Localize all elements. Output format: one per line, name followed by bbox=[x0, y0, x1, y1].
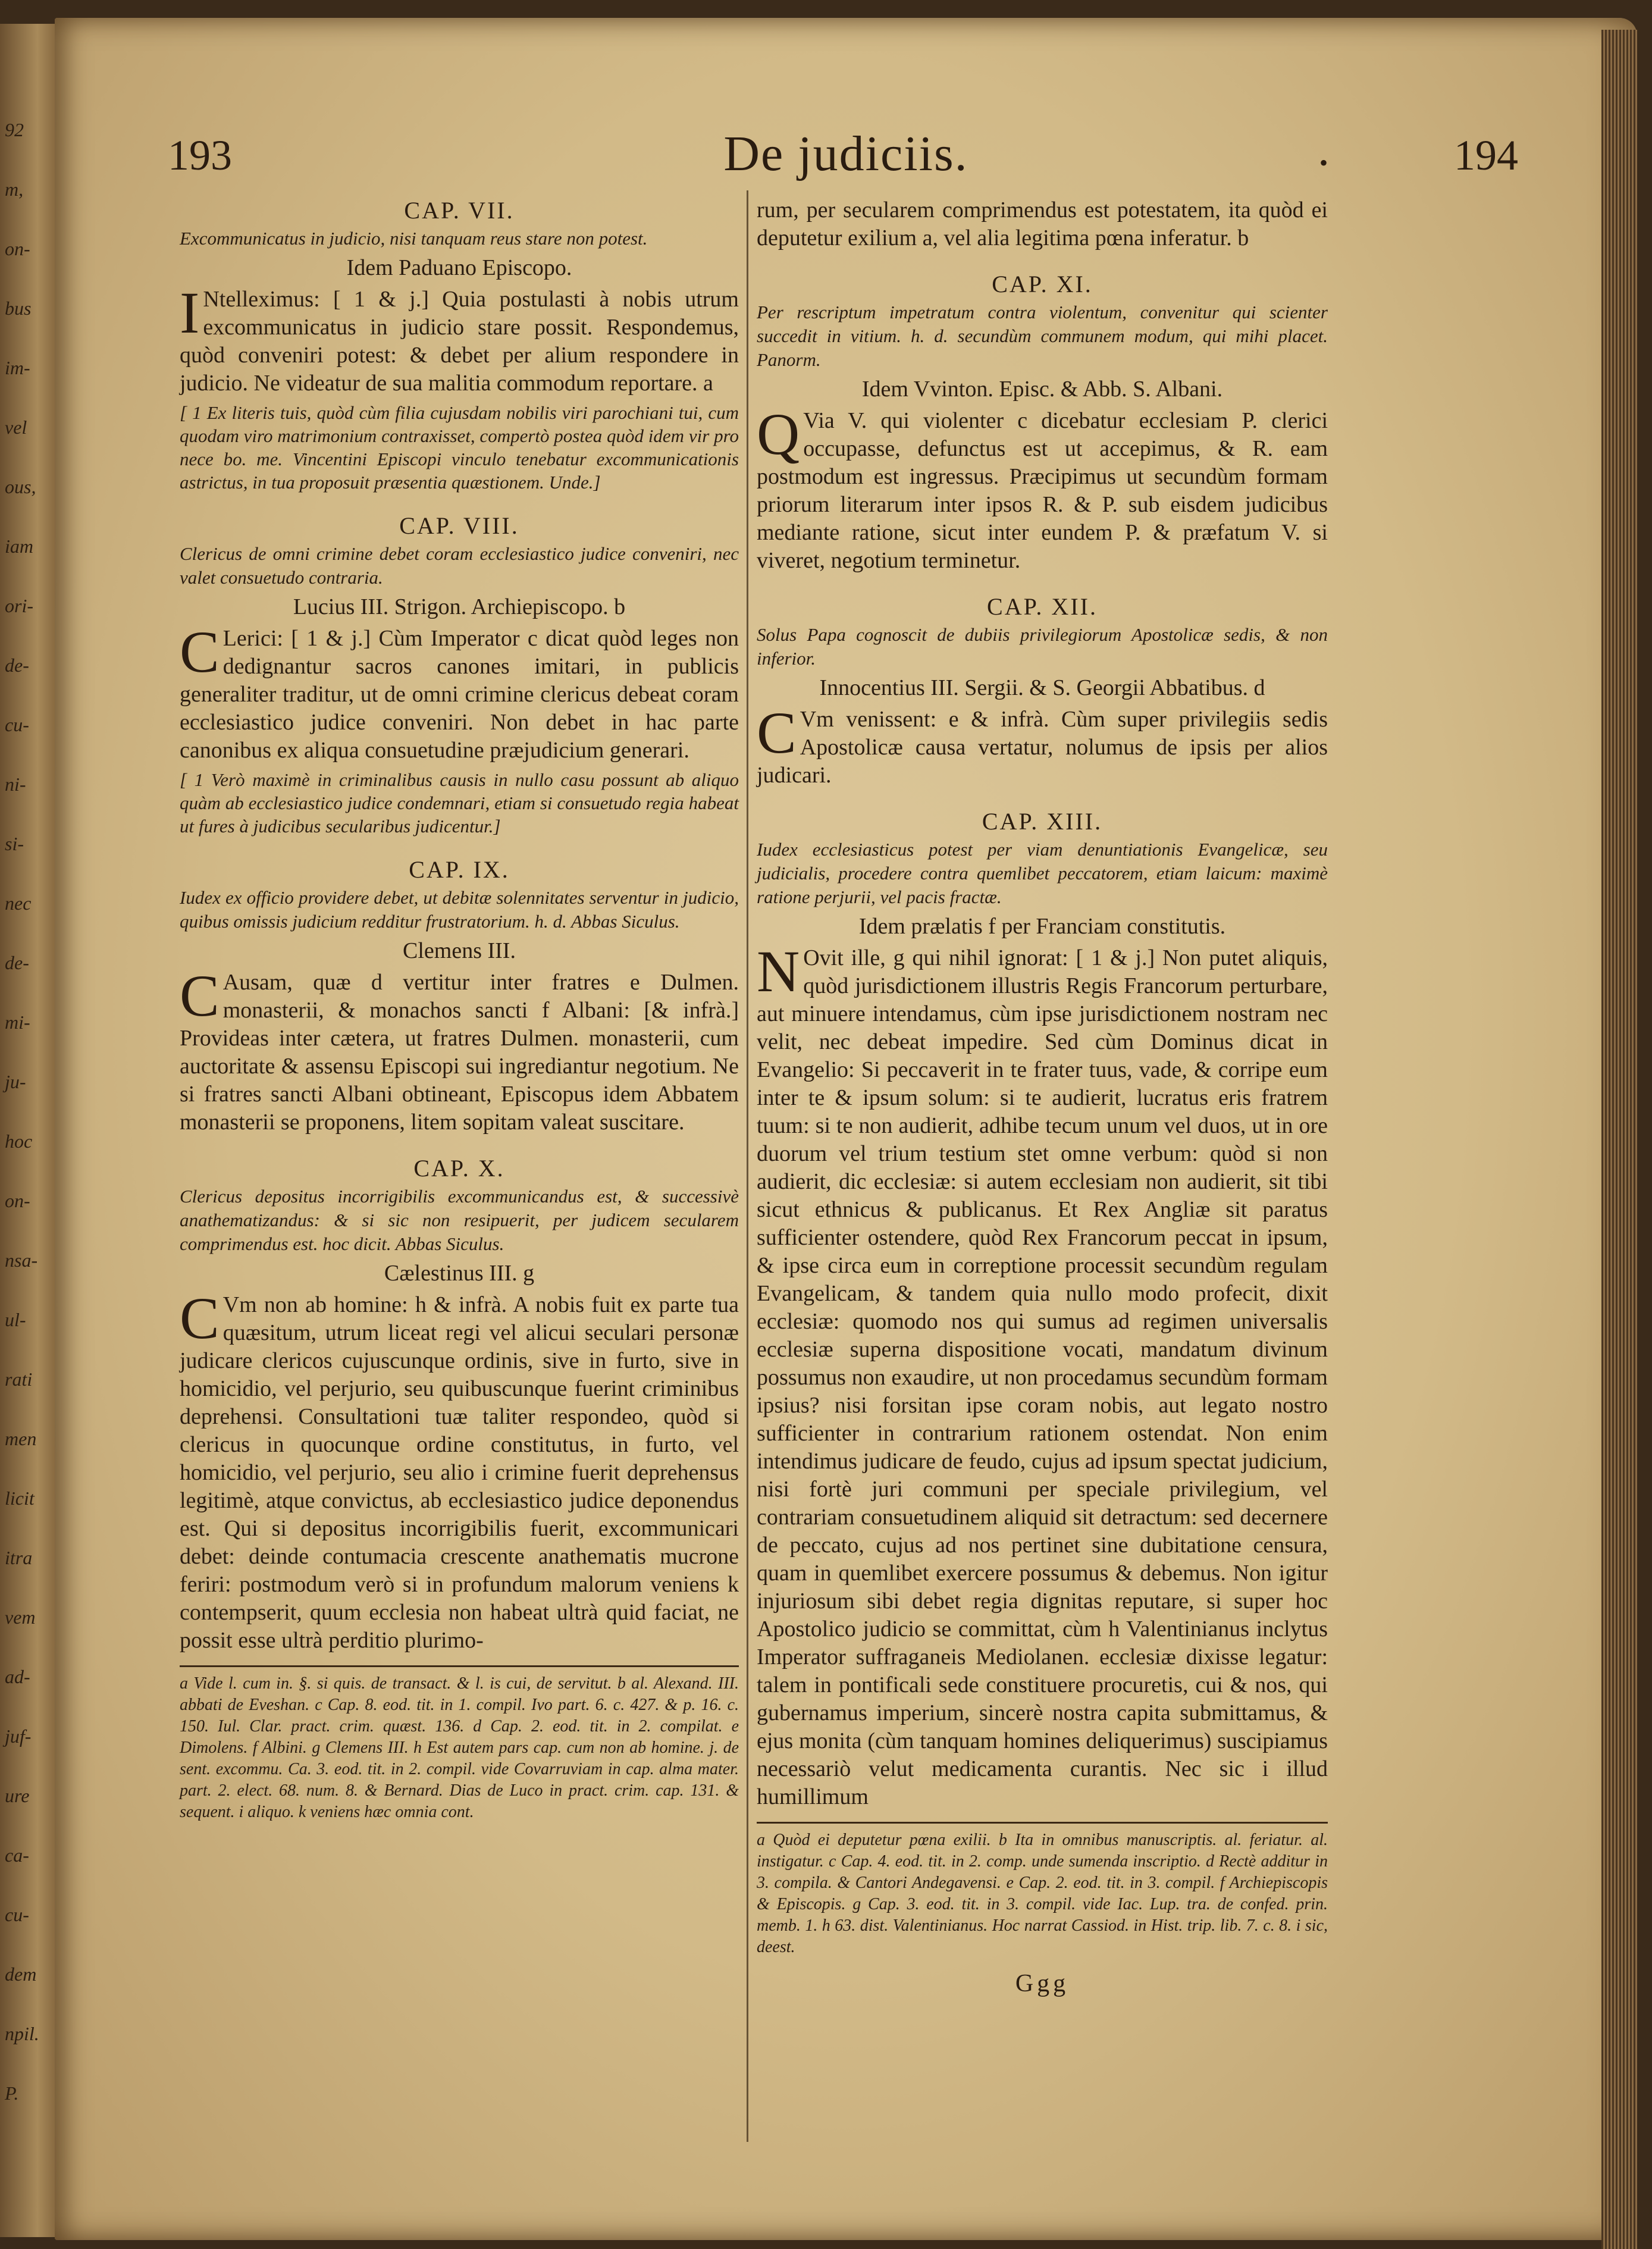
footnote-rule bbox=[180, 1665, 739, 1667]
prev-page-fragment: npil. bbox=[5, 2023, 39, 2044]
running-title: De judiciis. bbox=[723, 126, 968, 181]
chapter-heading: CAP. X. bbox=[413, 1155, 505, 1182]
chapter-summary: Clericus depositus incorrigibilis excommunicandus est, & successivè anathematizandus: & si sic non resipuerit, per judicem secularem comprimendus est. hoc dicit. Abbas Siculus. bbox=[180, 1186, 739, 1254]
chapter-text: CVm venissent: e & infrà. Cùm super privilegiis sedis Apostolicæ causa vertatur, nolumus de ipsis per alios judicari. bbox=[757, 700, 1328, 788]
chapter-section bbox=[757, 593, 1328, 790]
chapter-heading: CAP. IX. bbox=[409, 856, 510, 883]
chapter-heading: CAP. VII. bbox=[404, 197, 515, 224]
prev-page-fragment: ni- bbox=[5, 773, 26, 795]
chapter-text: QVia V. qui violenter c dicebatur ecclesiam P. clerici occupasse, defunctus est ut accepimus, & R. eam postmodum est ingressus. Præcipimus ut secundùm formam priorum literarum inter ipsos R. & P. sub eisdem judicibus mediante ratione, sicut inter eundem P. & præfatum V. si viveret, negotium terminetur. bbox=[757, 401, 1328, 573]
addressee: Idem Paduano Episcopo. bbox=[346, 255, 572, 280]
chapter-summary: Clericus de omni crimine debet coram ecclesiastico judice conveniri, nec valet consuetudo contraria. bbox=[180, 543, 739, 588]
chapter-summary: Iudex ex officio providere debet, ut debitæ solennitates serventur in judicio, quibus omissis judicium redditur frustratorium. h. d. Abbas Siculus. bbox=[180, 887, 739, 932]
prev-page-fragment: rati bbox=[5, 1368, 33, 1390]
chapter-heading: CAP. XI. bbox=[992, 271, 1093, 297]
prev-page-fragment: licit bbox=[5, 1487, 35, 1509]
prev-page-fragment: cu- bbox=[5, 1904, 29, 1925]
chapter-section bbox=[180, 856, 739, 1136]
prev-page-fragment: men bbox=[5, 1428, 37, 1449]
prev-page-fragment: hoc bbox=[5, 1130, 33, 1152]
chapter-heading: CAP. VIII. bbox=[399, 512, 519, 539]
prev-page-fragment: ju- bbox=[5, 1071, 26, 1092]
prev-page-fragment: de- bbox=[5, 654, 29, 676]
prev-page-fragment: im- bbox=[5, 357, 30, 378]
footnotes: a Vide l. cum in. §. si quis. de transact. & l. is cui, de servitut. b al. Alexand. III. abbati de Eveshan. c Cap. 8. eod. tit. in 1. compil. Ivo part. 6. c. 427. & p. 16. c. 150. Iul. Clar. pract. crim. quæst. 136. d Cap. 2. eod. tit. in 2. compilat. e Dimolens. f Albini. g Clemens III. h Est autem pars cap. cum non ab homine. j. de sent. excommu. Ca. 3. eod. tit. in 2. compil. vide Covarruviam in cap. alma mater. part. 2. elect. 68. num. 8. & Bernard. Dias de Luco in pract. crim. cap. 131. & sequent. i aliquo. k veniens hæc omnia cont. bbox=[180, 1674, 739, 1821]
chapter-section bbox=[180, 512, 739, 838]
chapter-section bbox=[180, 196, 739, 494]
prev-page-fragment: si- bbox=[5, 833, 24, 854]
prev-page-fragment: bus bbox=[5, 297, 32, 319]
chapter-text: CLerici: [ 1 & j.] Cùm Imperator c dicat quòd leges non dedignantur sacros canones imitari, in publicis generaliter traditur, ut de omni crimine clericus debeat coram ecclesiastico judice conveniri. Non debet in hac parte canonibus ex aliqua consuetudine præjudicium generari. bbox=[180, 619, 739, 763]
prev-page-fragment: vel bbox=[5, 416, 27, 438]
prev-page-fragment: ori- bbox=[5, 595, 33, 616]
prev-page-fragment: 92 bbox=[5, 119, 24, 140]
page-edge-stack bbox=[1601, 30, 1637, 2249]
addressee: Innocentius III. Sergii. & S. Georgii Abbatibus. d bbox=[819, 675, 1265, 700]
addressee: Clemens III. bbox=[403, 938, 516, 963]
chapter-text: NOvit ille, g qui nihil ignorat: [ 1 & j.] Non putet aliquis, quòd jurisdictionem illustris Regis Francorum perturbare, aut minuere intendamus, cùm ipse jurisdictionem nostram nec velit, nec debeat impedire. Sed cùm Dominus dicat in Evangelio: Si peccaverit in te frater tuus, vade, & corripe eum inter te & ipsum solum: si te audierit, lucratus eris fratrem tuum: si te non audierit, adhibe tecum unum vel duos, ut in ore duorum vel trium testium stet omne verbum: quòd si non audierit, dic ecclesiæ: si autem ecclesiam non audierit, sit tibi sicut ethnicus & publicanus. Et Rex Angliæ sit paratus sufficienter ostendere, quòd Rex Francorum peccat in ipsum, & ipse circa eum in correptione processit secundùm regulam Evangelicam, & tandem quia nullo modo profecit, dixit ecclesiæ: quomodo nos qui sumus ad regimen universalis ecclesiæ superna dispositione vocati, mandatum divinum possumus non exaudire, ut non procedamus secundùm formam ipsius? nisi forsitan ipse coram nobis, aut legato nostro sufficienter in contrarium rationem ostendat. Non enim intendimus judicare de feudo, cujus ad ipsum spectat judicium, nisi fortè juri communi per speciale privilegium, vel contrariam consuetudinem aliquid sit detractum: sed decernere de peccato, cujus ad nos pertinet sine dubitatione censura, quam in quemlibet exercere possumus & debemus. Non igitur injuriosum sibi debet regia dignitas reputare, si super hoc Apostolico judicio se committat, cùm h Valentinianus inclytus Imperator suffraganeis Mediolanen. ecclesiæ dixisse legatur: talem in pontificali sede constituere procuretis, cui & nos, qui gubernamus imperium, sincerè nostra capita submittamus, & ejus monita (cùm tanquam homines deliquerimus) suscipiamus necessariò velut medicamenta curantis. Nec sic i illud humillimum bbox=[757, 938, 1328, 1809]
prev-page-fragment: on- bbox=[5, 1190, 30, 1211]
prev-page-fragment: on- bbox=[5, 238, 30, 259]
chapter-section bbox=[757, 196, 1328, 252]
previous-page-edge bbox=[0, 24, 62, 2237]
ornament-dot: • bbox=[1319, 149, 1328, 176]
chapter-summary: Solus Papa cognoscit de dubiis privilegiorum Apostolicæ sedis, & non inferior. bbox=[757, 624, 1328, 669]
footnote-rule bbox=[757, 1822, 1328, 1824]
chapter-summary: Excommunicatus in judicio, nisi tanquam reus stare non potest. bbox=[180, 228, 648, 249]
addressee: Cælestinus III. g bbox=[384, 1261, 535, 1286]
chapter-section bbox=[757, 807, 1328, 1811]
prev-page-fragment: mi- bbox=[5, 1011, 30, 1033]
prev-page-fragment: ca- bbox=[5, 1844, 29, 1866]
page-number-left: 193 bbox=[168, 131, 232, 179]
bracketed-note: [ 1 Ex literis tuis, quòd cùm filia cujusdam nobilis viri parochiani tui, cum quodam viro matrimonium contraxisset, compertò postea quòd idem vir pro nece bo. me. Vincentini Episcopi vinculo tenebatur excommunicationis astrictus, in tua proposuit præsentia quæstionem. Unde.] bbox=[180, 402, 739, 493]
book-page bbox=[55, 18, 1637, 2240]
chapter-text: INtelleximus: [ 1 & j.] Quia postulasti à nobis utrum excommunicatus in judicio stare possit. Respondemus, quòd conveniri potest: & debet per alium respondere in judicio. Ne videatur de sua malitia commodum reportare. a bbox=[180, 280, 739, 396]
prev-page-fragment: vem bbox=[5, 1606, 36, 1628]
prev-page-fragment: ad- bbox=[5, 1666, 30, 1687]
chapter-section bbox=[757, 270, 1328, 575]
prev-page-fragment: P. bbox=[5, 2082, 19, 2104]
page-header bbox=[102, 113, 1590, 196]
chapter-text: CVm non ab homine: h & infrà. A nobis fuit ex parte tua quæsitum, utrum liceat regi vel alicui seculari personæ judicare clericos cujuscunque ordinis, sive in furto, sive in homicidio, vel perjurio, seu quibuscunque fuerint criminibus deprehensi. Consultationi tuæ taliter respondeo, quòd si clericus in quocunque ordine constitutus, in furto, vel homicidio, vel perjurio, seu alio i crimine fuerit deprehensus legitimè, atque convictus, ab ecclesiastico judice deponendus est. Qui si depositus incorrigibilis fuerit, excommunicari debet: deinde contumacia crescente anathematis mucrone feriri: postmodum verò si in profundum malorum veniens k contempserit, quum ecclesia non habeat ultrà quid faciat, ne possit esse ultrà perditio plurimo- bbox=[180, 1285, 739, 1653]
prev-page-fragment: juf- bbox=[5, 1725, 32, 1747]
column-divider bbox=[747, 190, 748, 2142]
bracketed-note: [ 1 Verò maximè in criminalibus causis in nullo casu possunt ab aliquo quàm ab ecclesiastico judice condemnari, etiam si consuetudo regia habeat ut fures à judicibus secularibus judicentur.] bbox=[180, 769, 739, 837]
prev-page-fragment: itra bbox=[5, 1547, 33, 1568]
prev-page-fragment: dem bbox=[5, 1963, 37, 1985]
prev-page-fragment: nec bbox=[5, 892, 32, 914]
prev-page-fragment: ous, bbox=[5, 476, 36, 497]
prev-page-fragment: nsa- bbox=[5, 1249, 38, 1271]
chapter-heading: CAP. XIII. bbox=[982, 808, 1103, 835]
chapter-section bbox=[180, 1154, 739, 1655]
footnotes: a Quòd ei deputetur pœna exilii. b Ita in omnibus manuscriptis. al. feriatur. al. instigatur. c Cap. 4. eod. tit. in 2. comp. unde sumenda inscriptio. d Rectè additur in 3. compila. & Cantori Andegavensi. e Cap. 2. eod. tit. in 3. compil. f Archiepiscopis & Episcopis. g Cap. 3. eod. tit. in 3. compil. vide Iac. Lup. tra. de confed. prin. memb. 1. h 63. dist. Valentinianus. Hoc narrat Cassiod. in Hist. trip. lib. 7. c. 8. i sic, deest. bbox=[757, 1831, 1328, 1956]
addressee: Idem Vvinton. Episc. & Abb. S. Albani. bbox=[861, 377, 1223, 402]
prev-page-fragment: m, bbox=[5, 178, 24, 200]
signature-mark: Ggg bbox=[1015, 1970, 1070, 1997]
page-number-right: 194 bbox=[1454, 131, 1518, 179]
addressee: Idem prælatis f per Franciam constitutis. bbox=[858, 914, 1226, 939]
chapter-text: CAusam, quæ d vertitur inter fratres e Dulmen. monasterii, & monachos sancti f Albani: [& infrà.] Provideas inter cætera, ut fratres Dulmen. monasterii, cum auctoritate & assensu Episcopi sui ingrediantur negotium. Ne si fratres sancti Albani obtineant, Episcopus idem Abbatem monasterii se proponens, litem sopitam valeat suscitare. bbox=[180, 963, 739, 1135]
prev-page-fragment: de- bbox=[5, 952, 29, 973]
prev-page-fragment: ure bbox=[5, 1785, 30, 1806]
chapter-summary: Per rescriptum impetratum contra violentum, convenitur qui scienter succedit in vitium. h. d. secundùm communem modum, qui mihi placet. Panorm. bbox=[757, 302, 1328, 370]
addressee: Lucius III. Strigon. Archiepiscopo. b bbox=[293, 594, 626, 619]
chapter-text: rum, per secularem comprimendus est potestatem, ita quòd ei deputetur exilium a, vel alia legitima pœna inferatur. b bbox=[757, 198, 1328, 250]
prev-page-fragment: iam bbox=[5, 535, 33, 557]
chapter-heading: CAP. XII. bbox=[987, 593, 1098, 620]
prev-page-fragment: ul- bbox=[5, 1309, 26, 1330]
right-column bbox=[757, 196, 1328, 1998]
left-column bbox=[180, 196, 739, 1823]
chapter-summary: Iudex ecclesiasticus potest per viam denuntiationis Evangelicæ, seu judicialis, procedere contra quemlibet peccatorem, etiam laicum: maximè ratione perjurii, vel pacis fractæ. bbox=[757, 839, 1328, 907]
prev-page-fragment: cu- bbox=[5, 714, 29, 735]
